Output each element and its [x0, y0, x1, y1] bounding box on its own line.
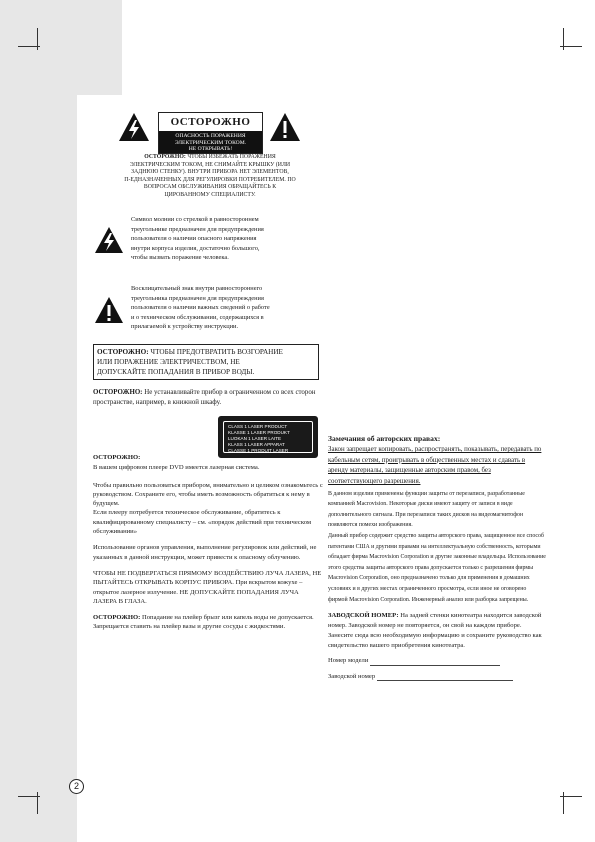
caution-line: ЦИРОВАННОМУ СПЕЦИАЛИСТУ. — [164, 191, 256, 198]
warning-subtitle-line: ЭЛЕКТРИЧЕСКИМ ТОКОМ. — [174, 139, 247, 146]
laser-label-line: CLASSE 1 PRODUIT LASER — [228, 448, 289, 453]
laser-section — [93, 453, 323, 636]
description-line: внутри корпуса изделия, достаточно большого, — [131, 244, 260, 252]
exclamation-warning-icon — [269, 112, 301, 142]
caution-label: ОСТОРОЖНО: — [144, 154, 186, 160]
warning-subtitle-line: ОПАСНОСТЬ ПОРАЖЕНИЯ — [175, 133, 246, 139]
manual-paragraph: Чтобы правильно пользоваться прибором, внимательно и целиком ознакомьтесь с руководством. Сохраните его, чтобы иметь возможность обратиться к нему в будущем. — [93, 481, 323, 508]
patent-paragraph: Данный прибор содержит средство защиты авторского права, защищенное все способ патентами США и другими правами на интеллектуальную собственность, которыми обладает фирма Macrovision Corporation и другие законные владельцы. Использование этого средства защиты авторского права допускается только с разрешения фирмы Macrovision Corporation, оно предназначено только для применения в домашних условиях и в других местах ограниченного просмотра, если иное не оговорено фирмой Macrovision Corporation. Инженерный анализ или разборка запрещены. — [328, 533, 546, 603]
description-line: Восклицательный знак внутри равностороннего — [131, 285, 263, 292]
fire-warning-line: ИЛИ ПОРАЖЕНИЕ ЭЛЕКТРИЧЕСТВОМ, НЕ — [97, 358, 240, 366]
serial-number-label: Заводской номер — [328, 672, 376, 680]
description-line: чтобы вызвать поражение человека. — [131, 254, 229, 262]
liquid-paragraph — [93, 613, 323, 632]
lightning-symbol-icon — [94, 226, 124, 254]
laser-label-line: CLASS 1 LASER PRODUCT — [228, 424, 288, 429]
model-number-field — [328, 656, 546, 665]
install-caution-text: Не устанавливайте прибор в ограниченном со всех сторон пространстве, например, в книжной шкафу. — [93, 389, 316, 406]
lightning-warning-icon — [118, 112, 150, 142]
exclamation-symbol-icon — [94, 296, 124, 324]
laser-heading: ОСТОРОЖНО: — [93, 454, 141, 461]
controls-paragraph: Использование органов управления, выполнение регулировок или действий, не указанных в данной инструкции, может привести к опасному облучению. — [93, 544, 317, 561]
warning-title: ОСТОРОЖНО — [159, 113, 262, 131]
laser-intro: В вашем цифровом плеере DVD имеется лазерная система. — [93, 464, 260, 472]
laser-label-line: KLASSE 1 LASER PRODUKT — [228, 430, 290, 435]
serial-text: На задней стенки кинотеатра находится заводской номер. Заводской номер не повторяется, он свой на каждом приборе. Занесите сюда всю необходимую информацию и сохраните руководство как свидетельство вашего приобретения кинотеатра. — [328, 612, 542, 650]
copyright-section — [328, 434, 546, 685]
description-line: Символ молнии со стрелкой в равностороннем — [131, 216, 259, 223]
caution-line: П-ЕДНАЗНАЧЕННЫХ ДЛЯ РЕГУЛИРОВКИ ПОТРЕБИТЕЛЕМ. ПО — [124, 176, 296, 183]
fire-warning-box — [93, 344, 319, 380]
service-paragraph: Если плееру потребуется техническое обслуживание, обратитесь к квалифицированному специалисту – см. «порядок действий при техническом обслуживании» — [93, 509, 312, 536]
model-number-label: Номер модели — [328, 657, 369, 665]
crop-mark — [18, 46, 40, 47]
fire-warning-line: ЧТОБЫ ПРЕДОТВРАТИТЬ ВОЗГОРАНИЕ — [150, 348, 283, 356]
serial-number-field — [328, 672, 546, 681]
lightning-symbol-description — [131, 215, 321, 263]
crop-mark — [560, 796, 582, 797]
model-number-line[interactable] — [370, 665, 500, 666]
caution-line: ЭЛЕКТРИЧЕСКИМ ТОКОМ, НЕ СНИМАЙТЕ КРЫШКУ (ИЛИ — [129, 161, 291, 168]
copyright-heading: Замечания об авторских правах: — [328, 434, 441, 443]
macrovision-paragraph: В данном изделии применены функции защиты от перезаписи, разработанные компанией Macrovision. Некоторые диски имеют защиту от записи в виде дополнительного сигнала. При перезаписи таких дисков на видеомагнитофон появляются помехи изображения. — [328, 490, 525, 529]
laser-label-line: KLASS 1 LASER APPARAT — [228, 442, 285, 447]
top-sidebar-strip — [77, 0, 122, 95]
description-line: пользователя о наличии опасного напряжения — [131, 235, 257, 243]
caution-shock-text — [115, 154, 305, 200]
description-line: пользователя о наличии важных сведений о работе — [131, 304, 270, 312]
description-line: треугольнике предназначен для предупреждения — [131, 225, 264, 233]
left-sidebar-panel — [0, 0, 77, 842]
laser-beam-paragraph: ЧТОБЫ НЕ ПОДВЕРГАТЬСЯ ПРЯМОМУ ВОЗДЕЙСТВИЮ ЛУЧА ЛАЗЕРА, НЕ ПЫТАЙТЕСЬ ОТКРЫВАТЬ КОРПУС ПРИБОРА. При вскрытом кожухе – открытое лазерное излучение. НЕ ДОПУСКАЙТЕ ПОПАДАНИЯ ЛУЧА ЛАЗЕРА В ГЛАЗА. — [93, 569, 322, 605]
warning-subtitle-line: НЕ ОТКРЫВАТЬ! — [188, 146, 233, 152]
description-line: и о техническом обслуживании, содержащихся в — [131, 313, 264, 321]
warning-label-box — [158, 112, 263, 154]
description-line: треугольника предназначен для предупреждения — [131, 294, 264, 302]
page-number: 2 — [69, 779, 84, 794]
serial-number-line[interactable] — [377, 680, 513, 681]
description-line: прилагаемой к устройству инструкции. — [131, 323, 239, 331]
caution-line: ЧТОБЫ ИЗБЕЖАТЬ ПОРАЖЕНИЯ — [187, 154, 276, 160]
laser-label-line: LUOKAN 1 LASER LAITE — [228, 436, 282, 441]
fire-warning-line: ДОПУСКАЙТЕ ПОПАДАНИЯ В ПРИБОР ВОДЫ. — [97, 368, 255, 376]
caution-line: ЗАДНЮЮ СТЕНКУ). ВНУТРИ ПРИБОРА НЕТ ЭЛЕМЕНТОВ, — [131, 169, 289, 176]
exclamation-symbol-description — [131, 284, 321, 332]
crop-mark — [560, 46, 582, 47]
install-caution-label: ОСТОРОЖНО: — [93, 389, 143, 396]
laser-class-label — [218, 416, 318, 458]
serial-paragraph — [328, 611, 546, 651]
liquid-text: Попадание на плейер брызг или капель воды не допускается. Запрещается ставить на плейер вазы и другие сосуды с жидкостями. — [93, 614, 314, 631]
laser-label-inner — [223, 421, 313, 453]
copyright-notice: Закон запрещает копировать, распространять, показывать, передавать по кабельным сетям, проигрывать в общественных местах и сдавать в аренду материалы, защищенные авторским правом, без соответствующего разрешения. — [328, 446, 542, 486]
serial-label: ЗАВОДСКОЙ НОМЕР: — [328, 612, 399, 620]
fire-warning-label: ОСТОРОЖНО: — [97, 348, 149, 356]
warning-subtitle — [159, 131, 262, 153]
caution-line: ВОПРОСАМ ОБСЛУЖИВАНИЯ ОБРАЩАЙТЕСЬ К — [143, 184, 277, 191]
crop-mark — [18, 796, 40, 797]
install-caution-paragraph — [93, 388, 321, 407]
liquid-label: ОСТОРОЖНО: — [93, 614, 141, 622]
